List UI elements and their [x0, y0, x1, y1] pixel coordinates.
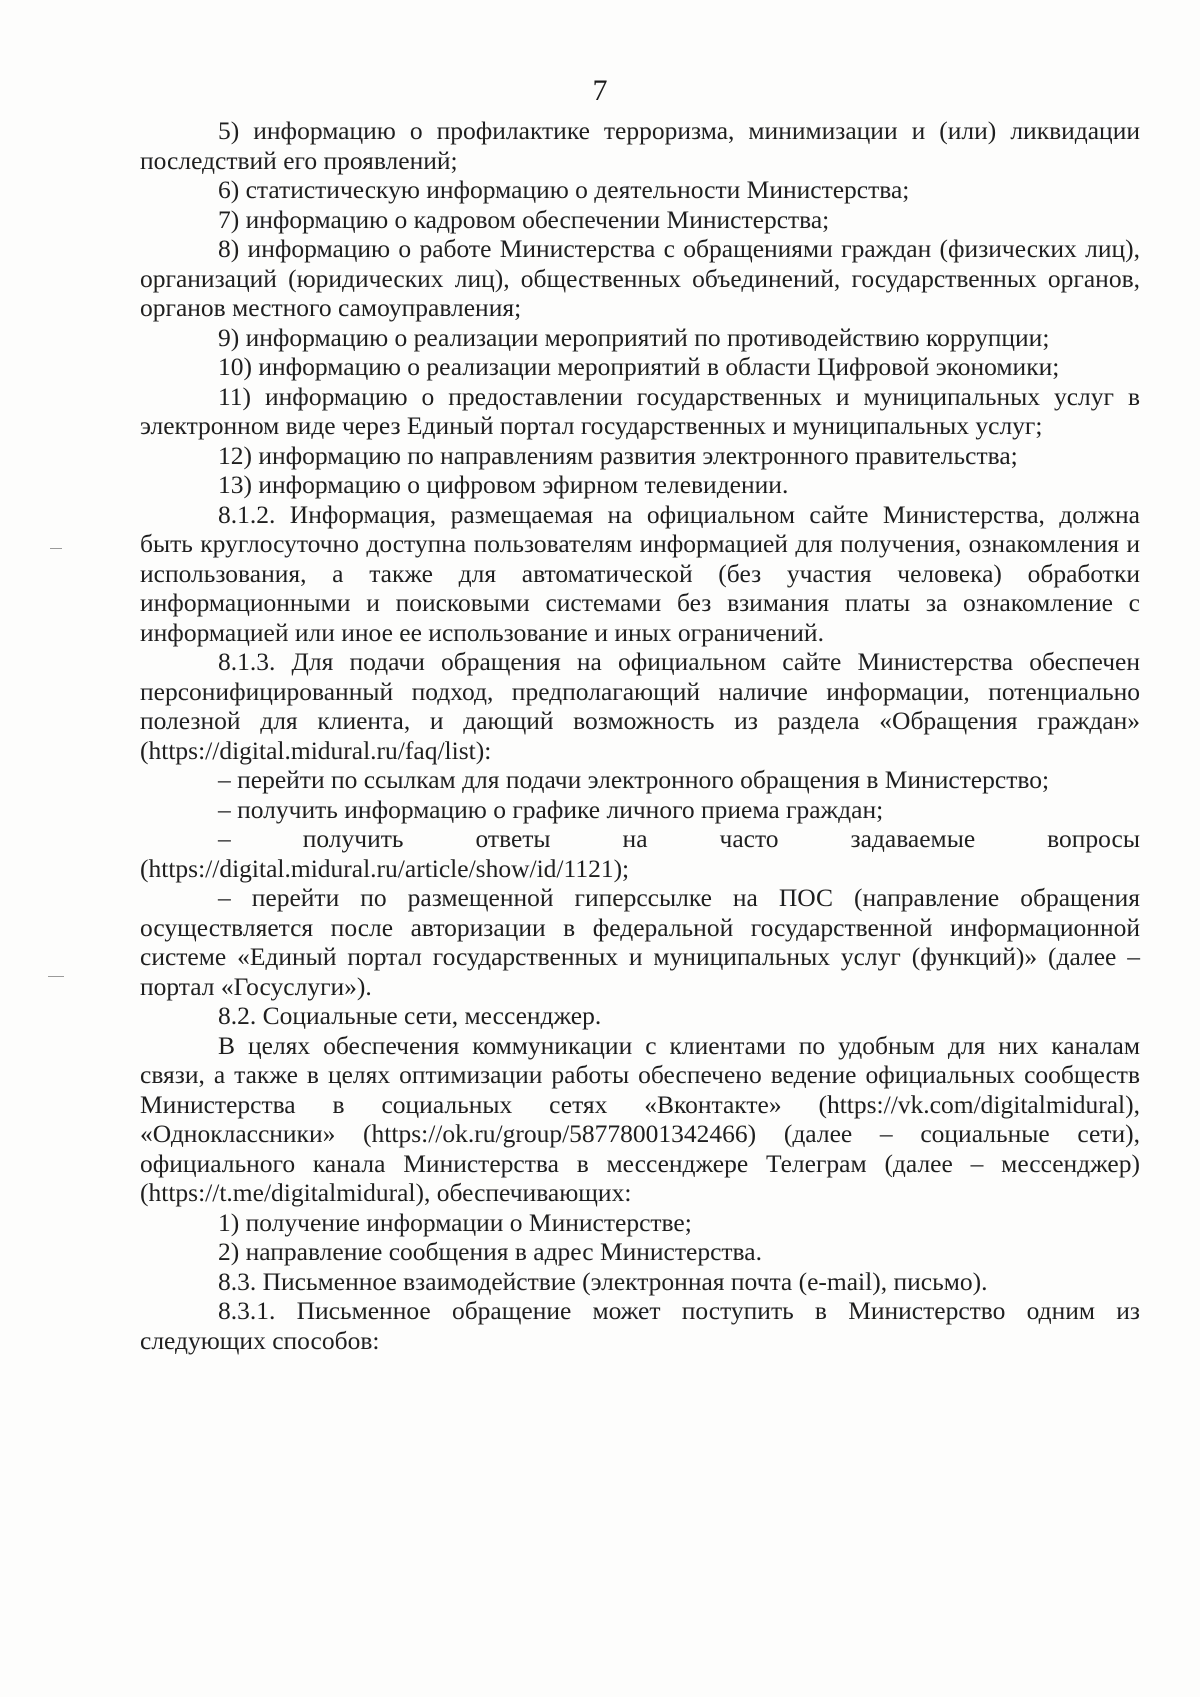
paragraph: 8.3.1. Письменное обращение может поступить в Министерство одним из следующих способов:: [140, 1296, 1140, 1355]
paragraph: 6) статистическую информацию о деятельности Министерства;: [218, 175, 910, 204]
scan-mark: [50, 548, 62, 549]
paragraph: 9) информацию о реализации мероприятий по противодействию коррупции;: [218, 322, 1050, 352]
list-item: – перейти по размещенной гиперссылке на ПОС (направление обращения осуществляется после авторизации в федеральной государственной информационной системе «Единый портал государственных и муниципальных услуг (функций)» (далее – портал «Госуслуги»).: [140, 883, 1140, 1001]
paragraph: 8) информацию о работе Министерства с обращениями граждан (физических лиц), организаций (юридических лиц), общественных объединений, государственных органов, органов местного самоуправления;: [140, 234, 1140, 322]
paragraph: 11) информацию о предоставлении государственных и муниципальных услуг в электронном виде через Единый портал государственных и муниципальных услуг;: [140, 381, 1140, 440]
paragraph: 5) информацию о профилактике терроризма, минимизации и (или) ликвидации последствий его проявлений;: [140, 116, 1140, 175]
list-item: 2) направление сообщения в адрес Министерства.: [218, 1237, 762, 1266]
list-item: – получить информацию о графике личного приема граждан;: [218, 794, 884, 824]
page-number: 7: [592, 74, 608, 107]
paragraph: 12) информацию по направлениям развития электронного правительства;: [218, 440, 1018, 470]
paragraph: 8.1.2. Информация, размещаемая на официальном сайте Министерства, должна быть круглосуточно доступна пользователям информацией для получения, ознакомления и использования, а также для автоматической (без участия человека) обработки информационными и поисковыми системами без взимания платы за ознакомление с информацией или иное ее использование и иных ограничений.: [140, 499, 1140, 647]
document-body: [140, 116, 1140, 1355]
paragraph: 7) информацию о кадровом обеспечении Министерства;: [218, 204, 830, 234]
list-item: – получить ответы на часто задаваемые вопросы (https://digital.midural.ru/article/show/id/1121);: [140, 824, 1140, 883]
scan-mark: [48, 976, 64, 977]
list-item: 1) получение информации о Министерстве;: [218, 1207, 692, 1237]
paragraph: 10) информацию о реализации мероприятий в области Цифровой экономики;: [218, 352, 1060, 381]
paragraph: 8.1.3. Для подачи обращения на официальном сайте Министерства обеспечен персонифицированный подход, предполагающий наличие информации, потенциально полезной для клиента, и дающий возможность из раздела «Обращения граждан» (https://digital.midural.ru/faq/list):: [140, 647, 1140, 765]
paragraph: 13) информацию о цифровом эфирном телевидении.: [218, 470, 789, 499]
paragraph: В целях обеспечения коммуникации с клиентами по удобным для них каналам связи, а также в целях оптимизации работы обеспечено ведение официальных сообществ Министерства в социальных сетях «Вконтакте» (https://vk.com/digitalmidural), «Одноклассники» (https://ok.ru/group/58778001342466) (далее – социальные сети), официального канала Министерства в мессенджере Телеграм (далее – мессенджер) (https://t.me/digitalmidural), обеспечивающих:: [140, 1030, 1140, 1207]
list-item: – перейти по ссылкам для подачи электронного обращения в Министерство;: [218, 765, 1050, 794]
section-heading: 8.2. Социальные сети, мессенджер.: [218, 1001, 602, 1030]
section-heading: 8.3. Письменное взаимодействие (электронная почта (e-mail), письмо).: [218, 1266, 988, 1296]
